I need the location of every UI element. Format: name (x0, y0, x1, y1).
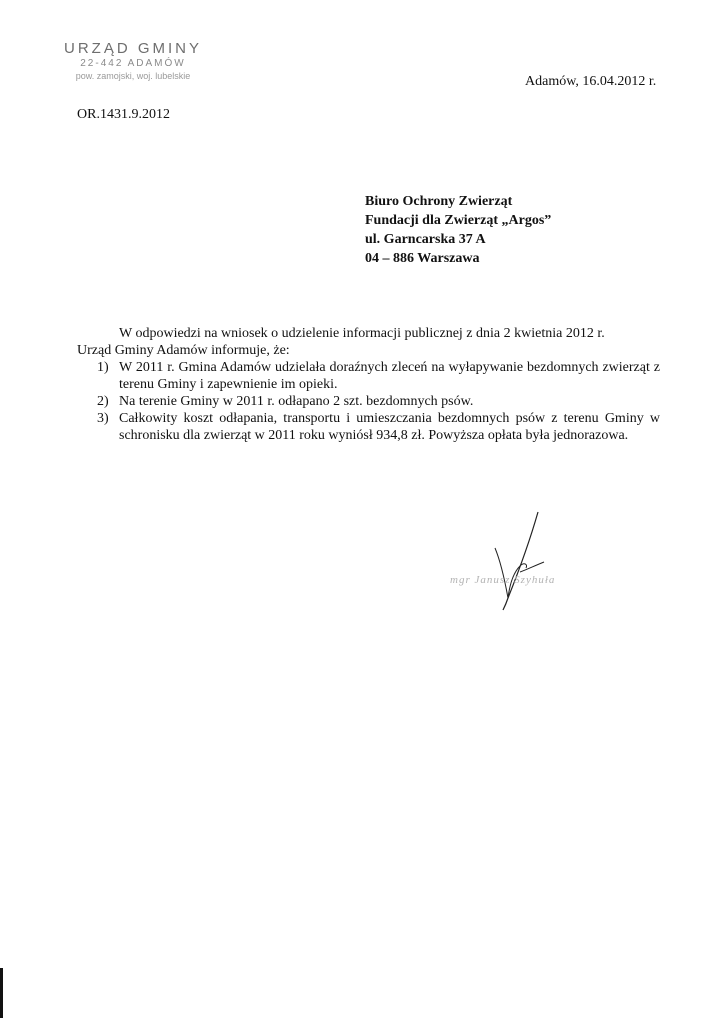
list-item-text: Na terenie Gminy w 2011 r. odłapano 2 szt. bezdomnych psów. (119, 394, 474, 409)
signer-name: mgr Janusz Szyhuła (450, 574, 556, 586)
list-item (77, 410, 660, 444)
intro-continuation: Urząd Gminy Adamów informuje, że: (77, 343, 290, 358)
margin-mark (0, 968, 3, 1018)
handwritten-signature (440, 510, 620, 620)
list-item (77, 393, 660, 410)
list-marker: 3) (97, 411, 109, 426)
stamp-district: pow. zamojski, woj. lubelskie (75, 71, 191, 81)
recipient-line: Biuro Ochrony Zwierząt (365, 194, 513, 209)
list-item (77, 359, 660, 393)
letter-body (77, 325, 660, 444)
recipient-line: 04 – 886 Warszawa (365, 251, 480, 266)
list-item-text: Całkowity koszt odłapania, transportu i umieszczania bezdomnych psów z terenu Gminy w schronisku dla zwierząt w 2011 roku wyniósł 934,8 zł. Powyższa opłata była jednorazowa. (119, 411, 660, 443)
office-stamp (58, 40, 208, 82)
information-list (77, 359, 660, 444)
list-marker: 2) (97, 394, 109, 409)
list-marker: 1) (97, 360, 109, 375)
recipient-address (365, 192, 551, 268)
list-item-text: W 2011 r. Gmina Adamów udzielała doraźnych zleceń na wyłapywanie bezdomnych zwierząt z terenu Gminy i zapewnienie im opieki. (119, 360, 660, 392)
stamp-office-name: URZĄD GMINY (64, 40, 202, 57)
signature-block (440, 510, 620, 620)
stamp-postal-address: 22-442 ADAMÓW (80, 58, 186, 69)
reference-number: OR.1431.9.2012 (77, 107, 170, 122)
recipient-line: Fundacji dla Zwierząt „Argos” (365, 213, 552, 228)
place-and-date: Adamów, 16.04.2012 r. (525, 74, 657, 89)
intro-paragraph: W odpowiedzi na wniosek o udzielenie informacji publicznej z dnia 2 kwietnia 2012 r. (119, 326, 605, 341)
recipient-line: ul. Garncarska 37 A (365, 232, 486, 247)
